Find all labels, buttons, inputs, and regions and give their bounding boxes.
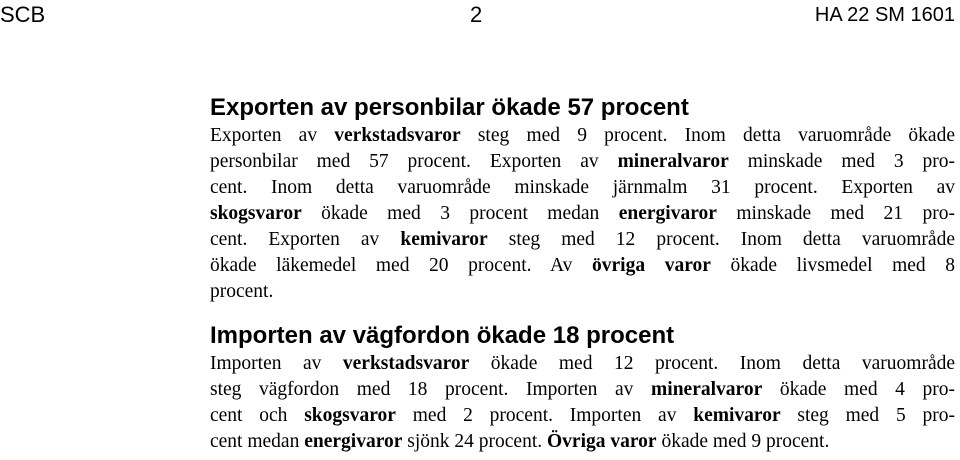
bold-term: skogsvaror — [304, 405, 396, 426]
bold-term: övriga varor — [592, 255, 711, 276]
text-run: ökade med 12 procent. Inom detta varuområde — [469, 353, 956, 374]
text-line — [210, 429, 955, 455]
bold-term: Övriga varor — [547, 431, 657, 452]
section-heading-import: Importen av vägfordon ökade 18 procent — [210, 322, 675, 349]
bold-term: mineralvaror — [651, 379, 763, 400]
text-run: Exporten av — [210, 125, 335, 146]
text-run: ökade livsmedel med 8 — [710, 255, 956, 276]
text-run: cent och — [210, 405, 305, 426]
text-line — [210, 253, 955, 279]
text-run: steg med 9 procent. Inom detta varuområde ökade — [460, 125, 955, 146]
text-run: minskade med 21 pro- — [716, 203, 955, 224]
bold-term: kemivaror — [693, 405, 781, 426]
text-run: minskade med 3 pro- — [728, 151, 955, 172]
bold-term: verkstadsvaror — [342, 353, 470, 374]
text-run: Importen av — [210, 353, 343, 374]
section-export — [210, 93, 955, 305]
paragraph-import — [210, 351, 955, 455]
text-line — [210, 123, 955, 149]
text-line — [210, 351, 955, 377]
bold-term: verkstadsvaror — [334, 125, 461, 146]
section-heading-export: Exporten av personbilar ökade 57 procent — [210, 94, 689, 121]
text-run: ökade med 9 procent. — [656, 431, 830, 452]
page-number: 2 — [470, 2, 483, 27]
text-line — [210, 175, 955, 201]
text-line — [210, 149, 955, 175]
text-run: med 2 procent. Importen av — [395, 405, 694, 426]
text-run: ökade läkemedel med 20 procent. Av — [210, 255, 593, 276]
text-run: ökade med 3 procent medan — [301, 203, 619, 224]
text-run: sjönk 24 procent. — [402, 431, 548, 452]
text-run: cent. Exporten av — [210, 229, 401, 250]
text-run: personbilar med 57 procent. Exporten av — [210, 151, 618, 172]
text-line — [210, 403, 955, 429]
bold-term: mineralvaror — [617, 151, 729, 172]
bold-term: energivaror — [618, 203, 717, 224]
bold-term: kemivaror — [400, 229, 488, 250]
text-run: steg med 12 procent. Inom detta varuområde — [487, 229, 955, 250]
text-run: steg med 5 pro- — [780, 405, 955, 426]
text-line — [210, 227, 955, 253]
text-run: procent. — [210, 281, 274, 302]
text-line — [210, 279, 955, 305]
text-run: cent medan — [210, 431, 305, 452]
bold-term: skogsvaror — [210, 203, 302, 224]
text-run: ökade med 4 pro- — [762, 379, 956, 400]
text-run: cent. Inom detta varuområde minskade järnmalm 31 procent. Exporten av — [210, 177, 955, 198]
text-line — [210, 201, 955, 227]
bold-term: energivaror — [304, 431, 403, 452]
text-run: steg vägfordon med 18 procent. Importen av — [210, 379, 652, 400]
section-import — [210, 321, 955, 455]
header-organization: SCB — [0, 2, 46, 27]
publication-code: HA 22 SM 1601 — [814, 4, 955, 26]
text-line — [210, 377, 955, 403]
paragraph-export — [210, 123, 955, 305]
